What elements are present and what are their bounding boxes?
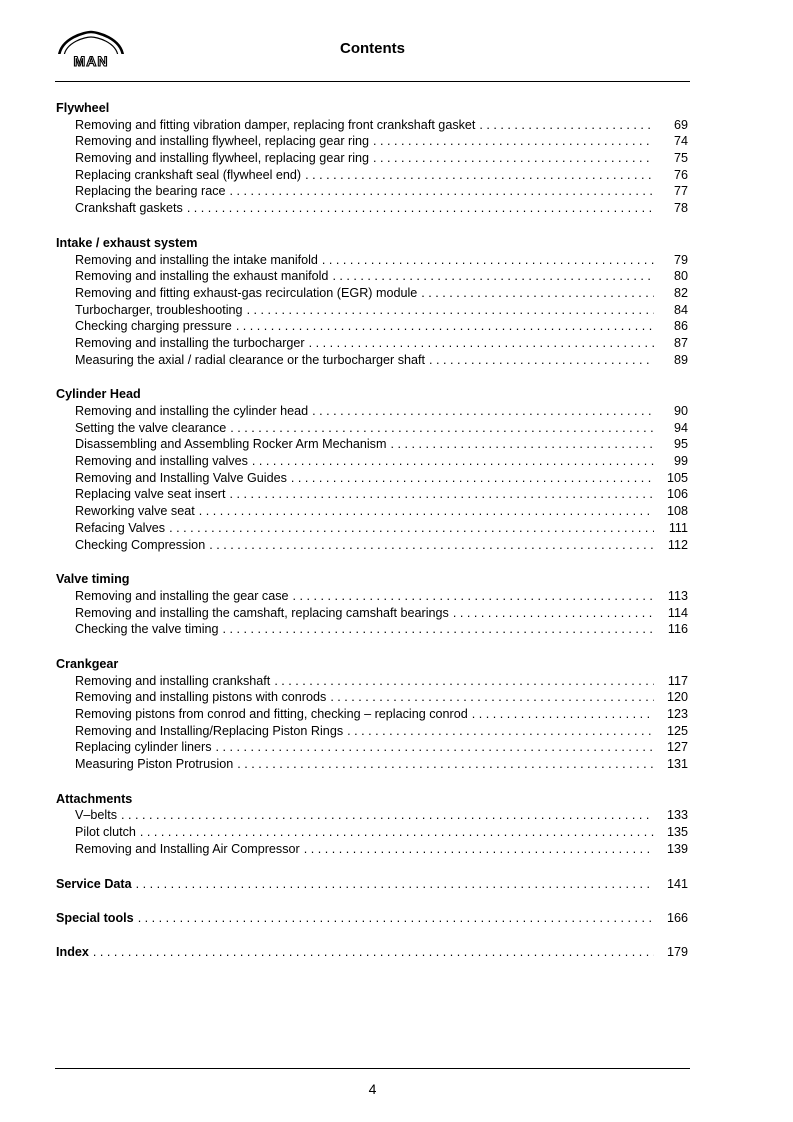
toc-entry-label: Removing and installing the exhaust manifold — [75, 269, 329, 284]
table-of-contents — [56, 100, 688, 978]
dot-leader — [230, 420, 654, 437]
toc-entry[interactable] — [56, 302, 688, 319]
dot-leader — [330, 689, 654, 706]
toc-top-entry-page: 141 — [666, 876, 688, 891]
dot-leader — [479, 117, 654, 134]
toc-entry-page: 78 — [673, 201, 688, 216]
toc-entry-label: Removing and Installing Air Compressor — [75, 841, 300, 856]
toc-entry[interactable] — [56, 436, 688, 453]
toc-entry-page: 117 — [667, 673, 688, 688]
toc-entry-label: Removing and installing flywheel, replacing gear ring — [75, 151, 370, 166]
toc-entry[interactable] — [56, 268, 688, 285]
toc-entry[interactable] — [56, 285, 688, 302]
toc-entry-label: Replacing crankshaft seal (flywheel end) — [75, 167, 302, 182]
dot-leader — [274, 673, 654, 690]
header-divider — [55, 81, 690, 82]
toc-entry[interactable] — [56, 673, 688, 690]
dot-leader — [209, 537, 654, 554]
toc-entry-label: Removing and installing the camshaft, replacing camshaft bearings — [75, 605, 449, 620]
toc-entry-label: Removing and installing the gear case — [75, 588, 289, 603]
toc-entry[interactable] — [56, 824, 688, 841]
toc-entry-page: 87 — [673, 335, 688, 350]
toc-entry[interactable] — [56, 150, 688, 167]
toc-entry-page: 80 — [673, 269, 688, 284]
toc-entry-page: 90 — [673, 404, 688, 418]
dot-leader — [312, 403, 654, 420]
toc-entry-page: 84 — [673, 302, 688, 317]
toc-entry[interactable] — [56, 739, 688, 756]
toc-top-entry[interactable] — [56, 910, 688, 927]
toc-entry[interactable] — [56, 756, 688, 773]
toc-entry[interactable] — [56, 183, 688, 200]
toc-entry-label: Checking the valve timing — [75, 622, 219, 637]
dot-leader — [390, 436, 654, 453]
toc-section-title: Flywheel — [56, 101, 110, 115]
page-title-text: Contents — [340, 40, 405, 57]
toc-entry-page: 116 — [667, 622, 688, 637]
toc-section — [56, 386, 688, 553]
toc-entry[interactable] — [56, 503, 688, 520]
dot-leader — [304, 841, 654, 858]
dot-leader — [121, 807, 654, 824]
toc-entry[interactable] — [56, 706, 688, 723]
toc-top-entry-page: 166 — [666, 910, 688, 925]
toc-entry-label: Removing and installing pistons with conrods — [75, 690, 327, 705]
logo-text: MAN — [73, 53, 109, 69]
dot-leader — [373, 133, 654, 150]
toc-section-title: Valve timing — [56, 572, 130, 587]
toc-entry[interactable] — [56, 689, 688, 706]
toc-entry-label: Removing and installing the cylinder head — [75, 404, 309, 418]
dot-leader — [140, 824, 654, 841]
dot-leader — [472, 706, 654, 723]
toc-entry[interactable] — [56, 605, 688, 622]
toc-entry-page: 105 — [666, 470, 688, 485]
toc-entry-label: Removing and installing valves — [75, 454, 248, 469]
toc-entry-page: 106 — [666, 487, 688, 502]
toc-entry[interactable] — [56, 420, 688, 437]
toc-entry-page: 114 — [667, 605, 688, 620]
toc-entry[interactable] — [56, 470, 688, 487]
dot-leader — [429, 352, 654, 369]
toc-top-entry-label: Index — [56, 944, 89, 959]
page-title — [0, 40, 745, 57]
toc-entry-label: Removing and fitting vibration damper, replacing front crankshaft gasket — [75, 117, 476, 132]
toc-entry-label: Checking Compression — [75, 537, 206, 552]
dot-leader — [309, 335, 654, 352]
toc-entry-page: 120 — [666, 690, 688, 705]
toc-entry-label: Checking charging pressure — [75, 319, 232, 334]
toc-entry-label: Crankshaft gaskets — [75, 201, 183, 216]
toc-entry-label: V–belts — [75, 808, 118, 823]
toc-section — [56, 791, 688, 858]
toc-section — [56, 100, 688, 217]
toc-entry-label: Removing pistons from conrod and fitting, checking – replacing conrod — [75, 707, 468, 721]
toc-entry-page: 112 — [667, 537, 688, 552]
toc-entry-label: Measuring the axial / radial clearance or the turbocharger shaft — [75, 352, 426, 367]
toc-entry[interactable] — [56, 453, 688, 470]
toc-section — [56, 571, 688, 638]
toc-entry-page: 108 — [666, 504, 688, 519]
toc-entry-page: 95 — [673, 437, 688, 452]
dot-leader — [373, 150, 654, 167]
toc-top-entry[interactable] — [56, 944, 688, 961]
dot-leader — [216, 739, 655, 756]
dot-leader — [293, 588, 654, 605]
toc-top-entry-label: Service Data — [56, 876, 132, 891]
dot-leader — [291, 470, 654, 487]
toc-entry-label: Removing and installing the intake manifold — [75, 252, 318, 267]
toc-entry-label: Pilot clutch — [75, 825, 136, 840]
toc-entry-label: Disassembling and Assembling Rocker Arm Mechanism — [75, 437, 387, 452]
dot-leader — [187, 200, 654, 217]
toc-section-title: Intake / exhaust system — [56, 235, 198, 250]
toc-entry-label: Refacing Valves — [75, 520, 166, 535]
toc-entry[interactable] — [56, 841, 688, 858]
dot-leader — [421, 285, 654, 302]
toc-entry[interactable] — [56, 167, 688, 184]
toc-entry[interactable] — [56, 723, 688, 740]
toc-section — [56, 235, 688, 369]
toc-entry[interactable] — [56, 807, 688, 824]
toc-entry[interactable] — [56, 588, 688, 605]
toc-entry[interactable] — [56, 403, 688, 420]
toc-entry-page: 75 — [673, 151, 688, 166]
toc-entry-page: 86 — [673, 319, 688, 334]
toc-entry-page: 111 — [668, 520, 688, 535]
toc-entry[interactable] — [56, 537, 688, 554]
toc-entry[interactable] — [56, 520, 688, 537]
toc-entry-label: Replacing the bearing race — [75, 184, 226, 199]
toc-entry-page: 127 — [666, 740, 688, 755]
dot-leader — [332, 268, 654, 285]
toc-entry[interactable] — [56, 486, 688, 503]
toc-entry-page: 69 — [673, 117, 688, 132]
dot-leader — [138, 910, 654, 927]
toc-entry-label: Removing and installing the turbocharger — [75, 335, 305, 350]
toc-entry-label: Setting the valve clearance — [75, 420, 227, 435]
dot-leader — [347, 723, 654, 740]
toc-entry-page: 135 — [666, 825, 688, 840]
dot-leader — [247, 302, 654, 319]
dot-leader — [305, 167, 654, 184]
toc-entry-label: Measuring Piston Protrusion — [75, 757, 234, 772]
toc-entry[interactable] — [56, 117, 688, 134]
toc-entry-page: 131 — [666, 757, 688, 772]
toc-entry-page: 94 — [673, 420, 688, 435]
dot-leader — [230, 183, 654, 200]
toc-entry-label: Removing and Installing Valve Guides — [75, 470, 287, 485]
dot-leader — [169, 520, 654, 537]
toc-entry[interactable] — [56, 318, 688, 335]
toc-entry-label: Removing and installing flywheel, replacing gear ring — [75, 134, 370, 149]
toc-entry-label: Reworking valve seat — [75, 504, 195, 519]
toc-entry-label: Replacing valve seat insert — [75, 487, 226, 502]
toc-section-title: Crankgear — [56, 656, 119, 671]
toc-entry-page: 133 — [666, 808, 688, 823]
toc-entry-page: 79 — [673, 252, 688, 267]
toc-entry-page: 139 — [666, 841, 688, 856]
toc-entry[interactable] — [56, 200, 688, 217]
toc-entry-label: Replacing cylinder liners — [75, 740, 212, 755]
toc-entry[interactable] — [56, 252, 688, 269]
toc-entry-label: Turbocharger, troubleshooting — [75, 302, 243, 317]
toc-entry-page: 77 — [673, 184, 688, 199]
toc-section-title: Cylinder Head — [56, 387, 141, 402]
toc-entry-label: Removing and fitting exhaust-gas recirculation (EGR) module — [75, 285, 418, 300]
toc-entry[interactable] — [56, 133, 688, 150]
toc-entry-page: 99 — [673, 454, 688, 469]
dot-leader — [230, 486, 654, 503]
dot-leader — [252, 453, 654, 470]
dot-leader — [199, 503, 654, 520]
toc-entry-page: 123 — [666, 707, 688, 721]
dot-leader — [93, 944, 654, 961]
toc-entry-page: 89 — [673, 352, 688, 367]
dot-leader — [322, 252, 654, 269]
page-number: 4 — [368, 1081, 377, 1097]
dot-leader — [223, 621, 655, 638]
toc-section — [56, 656, 688, 773]
toc-entry-label: Removing and installing crankshaft — [75, 673, 271, 688]
toc-entry-label: Removing and Installing/Replacing Piston Rings — [75, 723, 344, 738]
dot-leader — [236, 318, 654, 335]
toc-entry-page: 82 — [673, 285, 688, 300]
toc-entry-page: 74 — [673, 134, 688, 149]
toc-entry-page: 113 — [667, 588, 688, 603]
toc-entry[interactable] — [56, 352, 688, 369]
toc-top-entry-page: 179 — [666, 944, 688, 959]
dot-leader — [237, 756, 654, 773]
toc-top-entry[interactable] — [56, 876, 688, 893]
footer-divider — [55, 1068, 690, 1069]
toc-entry[interactable] — [56, 621, 688, 638]
toc-entry-page: 76 — [673, 167, 688, 182]
toc-top-entry-label: Special tools — [56, 910, 134, 925]
dot-leader — [453, 605, 654, 622]
toc-entry[interactable] — [56, 335, 688, 352]
toc-section-title: Attachments — [56, 791, 133, 806]
dot-leader — [136, 876, 654, 893]
toc-entry-page: 125 — [666, 723, 688, 738]
